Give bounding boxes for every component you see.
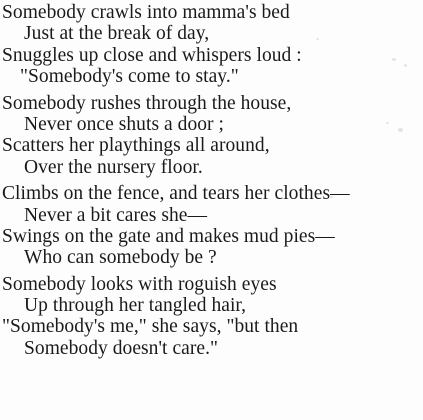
poem	[2, 2, 422, 359]
poem-line: Climbs on the fence, and tears her clothes—	[2, 183, 350, 205]
poem-line: Just at the break of day,	[24, 23, 210, 45]
poem-line: Somebody doesn't care."	[24, 337, 219, 359]
poem-line: Snuggles up close and whispers loud :	[2, 44, 302, 66]
stanza-2	[2, 93, 422, 179]
poem-line: Somebody crawls into mamma's bed	[2, 2, 290, 23]
poem-line: Never once shuts a door ;	[24, 113, 224, 135]
poem-line: Never a bit cares she—	[24, 204, 208, 226]
poem-line: Scatters her playthings all around,	[2, 135, 270, 157]
stanza-4	[2, 274, 422, 360]
poem-line: Somebody rushes through the house,	[2, 92, 292, 114]
poem-line: "Somebody's come to stay."	[20, 66, 239, 88]
poem-line: Somebody looks with roguish eyes	[2, 273, 277, 295]
stanza-1	[2, 2, 422, 88]
poem-line: Who can somebody be ?	[24, 247, 217, 269]
stanza-3	[2, 183, 422, 269]
poem-line: Over the nursery floor.	[24, 156, 203, 178]
poem-line: "Somebody's me," she says, "but then	[2, 316, 299, 338]
poem-line: Swings on the gate and makes mud pies—	[2, 225, 335, 247]
poem-line: Up through her tangled hair,	[24, 295, 247, 317]
